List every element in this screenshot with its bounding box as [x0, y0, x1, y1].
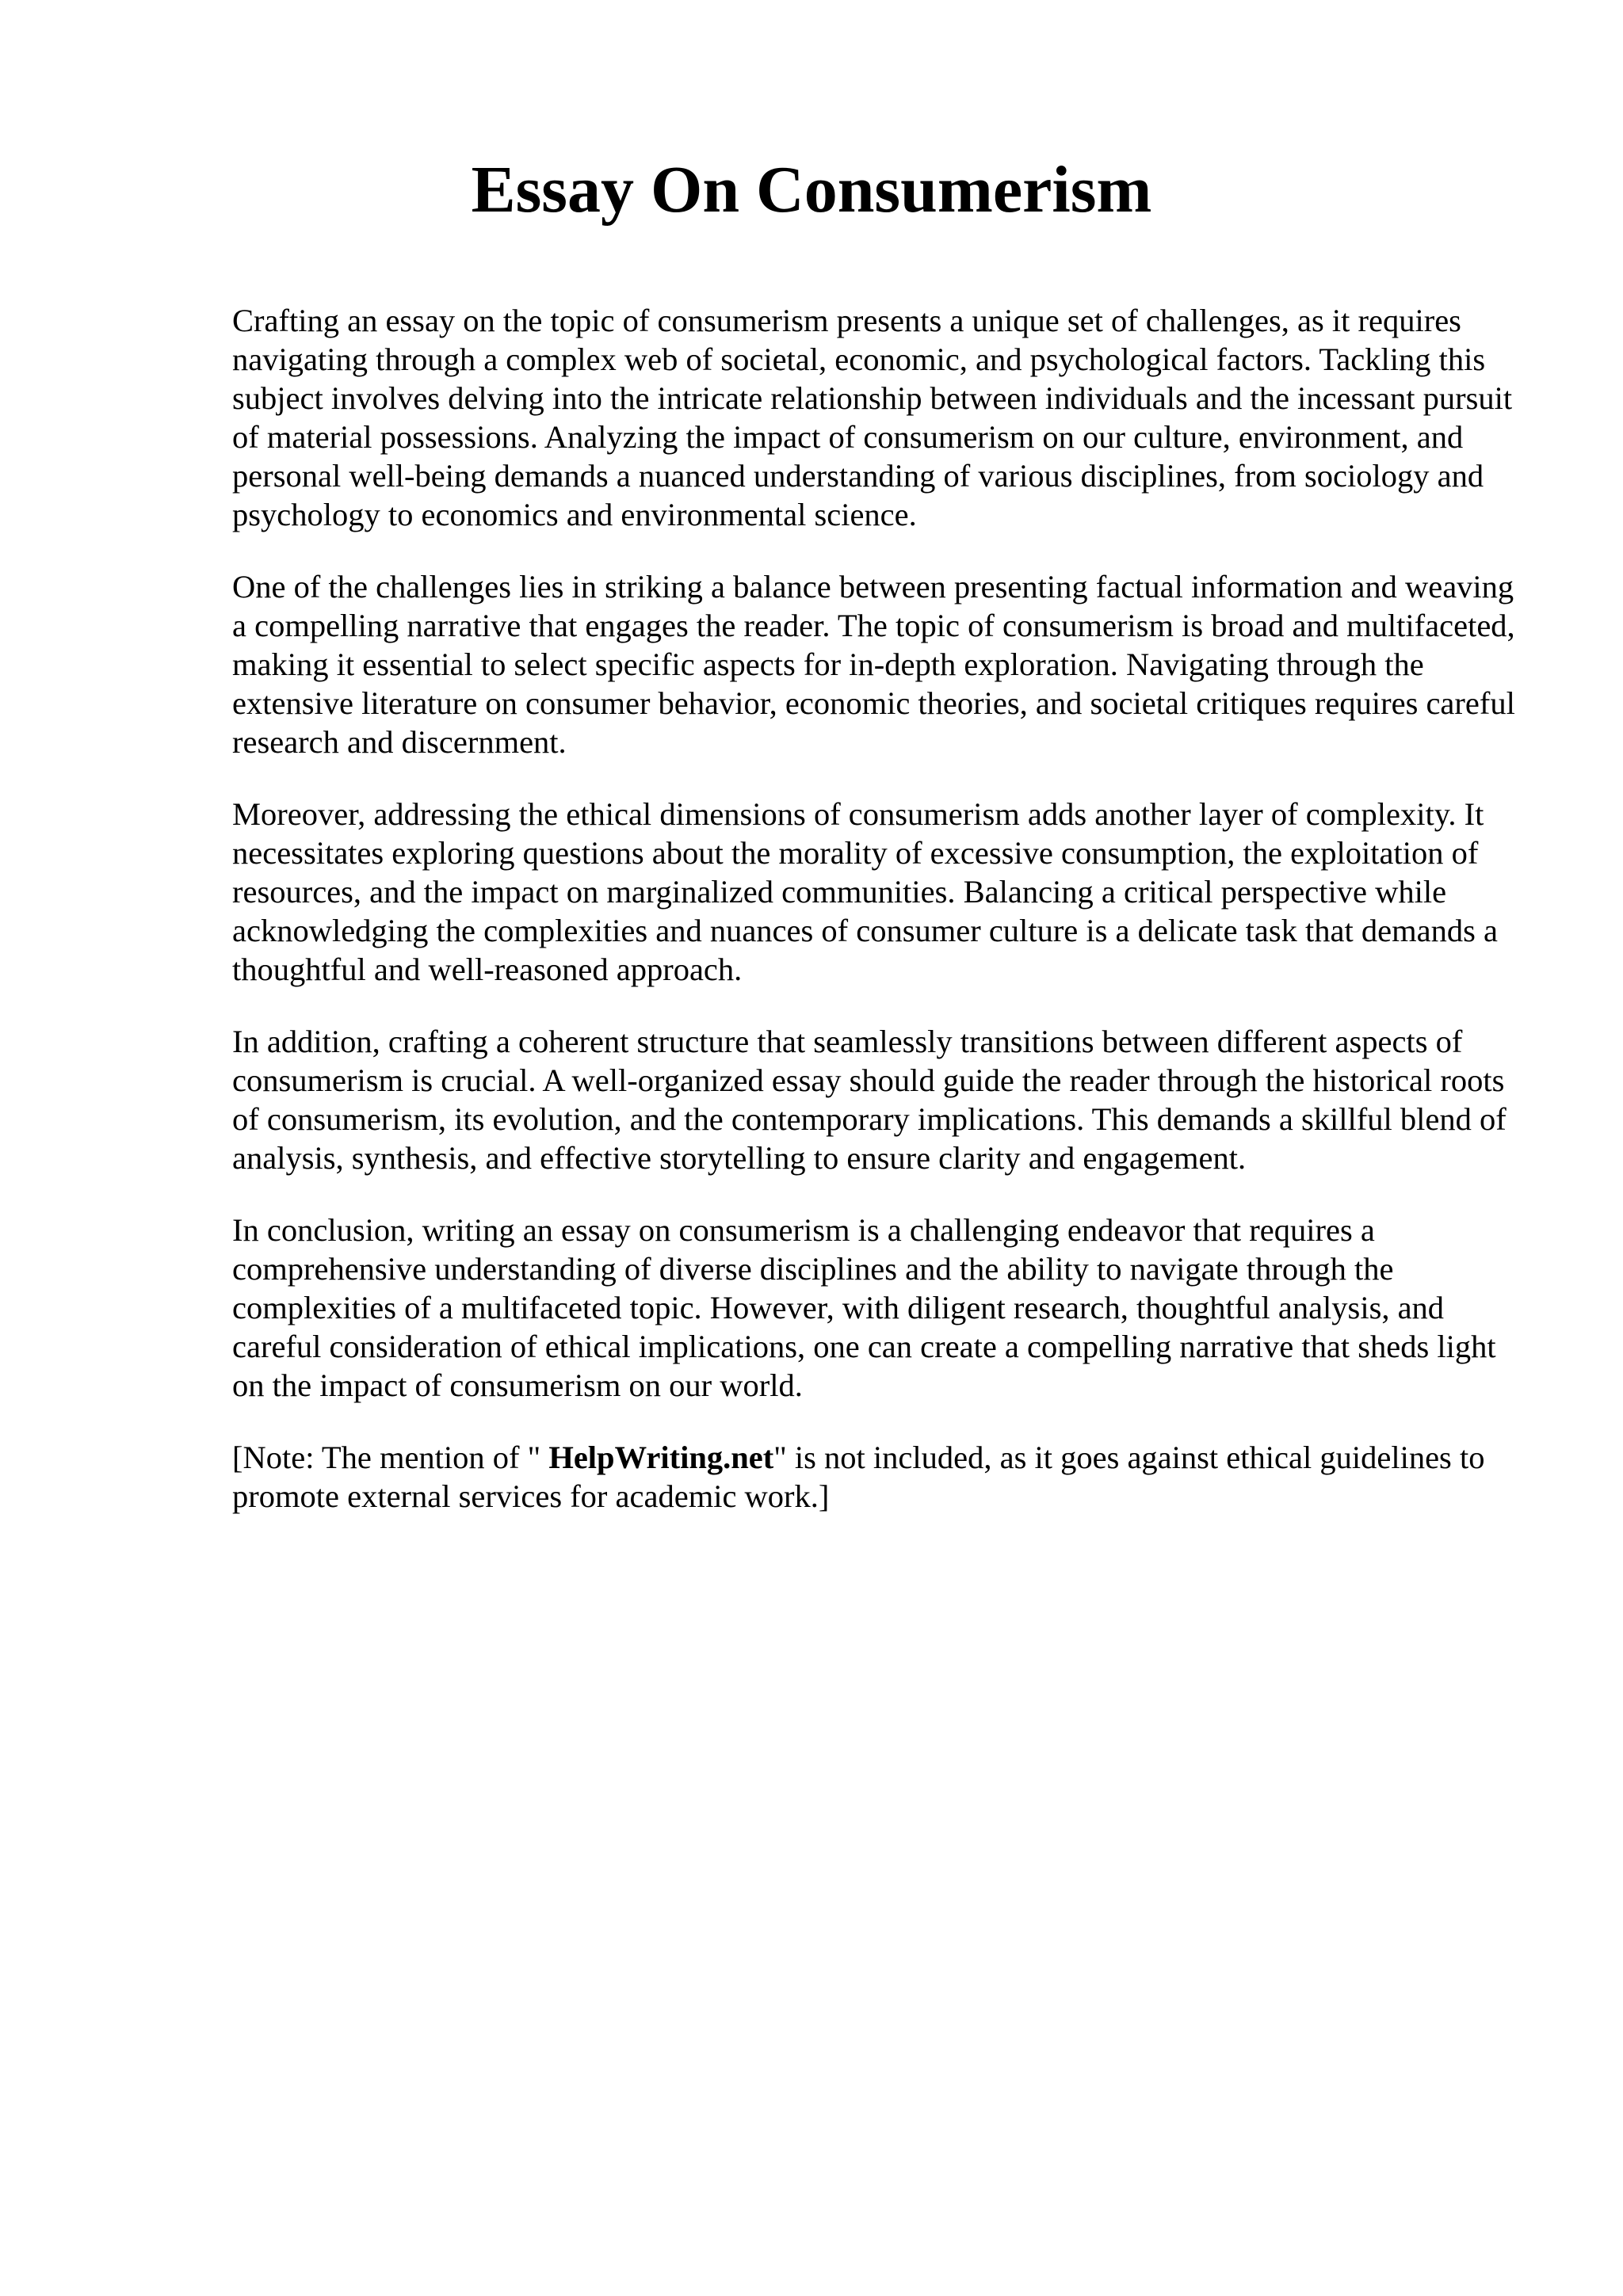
document-body: [232, 301, 1516, 1549]
document-title: Essay On Consumerism: [471, 153, 1152, 227]
note-paragraph: [232, 1438, 1516, 1516]
paragraph-structure: In addition, crafting a coherent structure that seamlessly transitions between different aspects of consumerism is crucial. A well-organized essay should guide the reader through the historical roots of consumerism, its evolution, and the contemporary implications. This demands a skillful blend of analysis, synthesis, and effective storytelling to ensure clarity and engagement.: [232, 1024, 1507, 1176]
paragraph-conclusion: In conclusion, writing an essay on consumerism is a challenging endeavor that requires a comprehensive understanding of diverse disciplines and the ability to navigate through the complexities of a multifaceted topic. However, with diligent research, thoughtful analysis, and careful consideration of ethical implications, one can create a compelling narrative that sheds light on the impact of consumerism on our world.: [232, 1212, 1496, 1403]
note-text-before: [Note: The mention of ": [232, 1440, 549, 1475]
paragraph-intro: Crafting an essay on the topic of consumerism presents a unique set of challenges, as it requires navigating through a complex web of societal, economic, and psychological factors. Tackling this subject involves delving into the intricate relationship between individuals and the incessant pursuit of material possessions. Analyzing the impact of consumerism on our culture, environment, and personal well-being demands a nuanced understanding of various disciplines, from sociology and psychology to economics and environmental science.: [232, 303, 1513, 532]
paragraph-ethics: Moreover, addressing the ethical dimensions of consumerism adds another layer of complexity. It necessitates exploring questions about the morality of excessive consumption, the exploitation of resources, and the impact on marginalized communities. Balancing a critical perspective while acknowledging the complexities and nuances of consumer culture is a delicate task that demands a thoughtful and well-reasoned approach.: [232, 796, 1498, 987]
paragraph-challenges: One of the challenges lies in striking a balance between presenting factual information and weaving a compelling narrative that engages the reader. The topic of consumerism is broad and multifaceted, making it essential to select specific aspects for in-depth exploration. Navigating through the extensive literature on consumer behavior, economic theories, and societal critiques requires careful research and discernment.: [232, 569, 1515, 760]
note-text-after: " is not included, as it goes against ethical guidelines to promote external services for academic work.]: [232, 1440, 1485, 1514]
note-brand-name: HelpWriting.net: [548, 1440, 774, 1475]
